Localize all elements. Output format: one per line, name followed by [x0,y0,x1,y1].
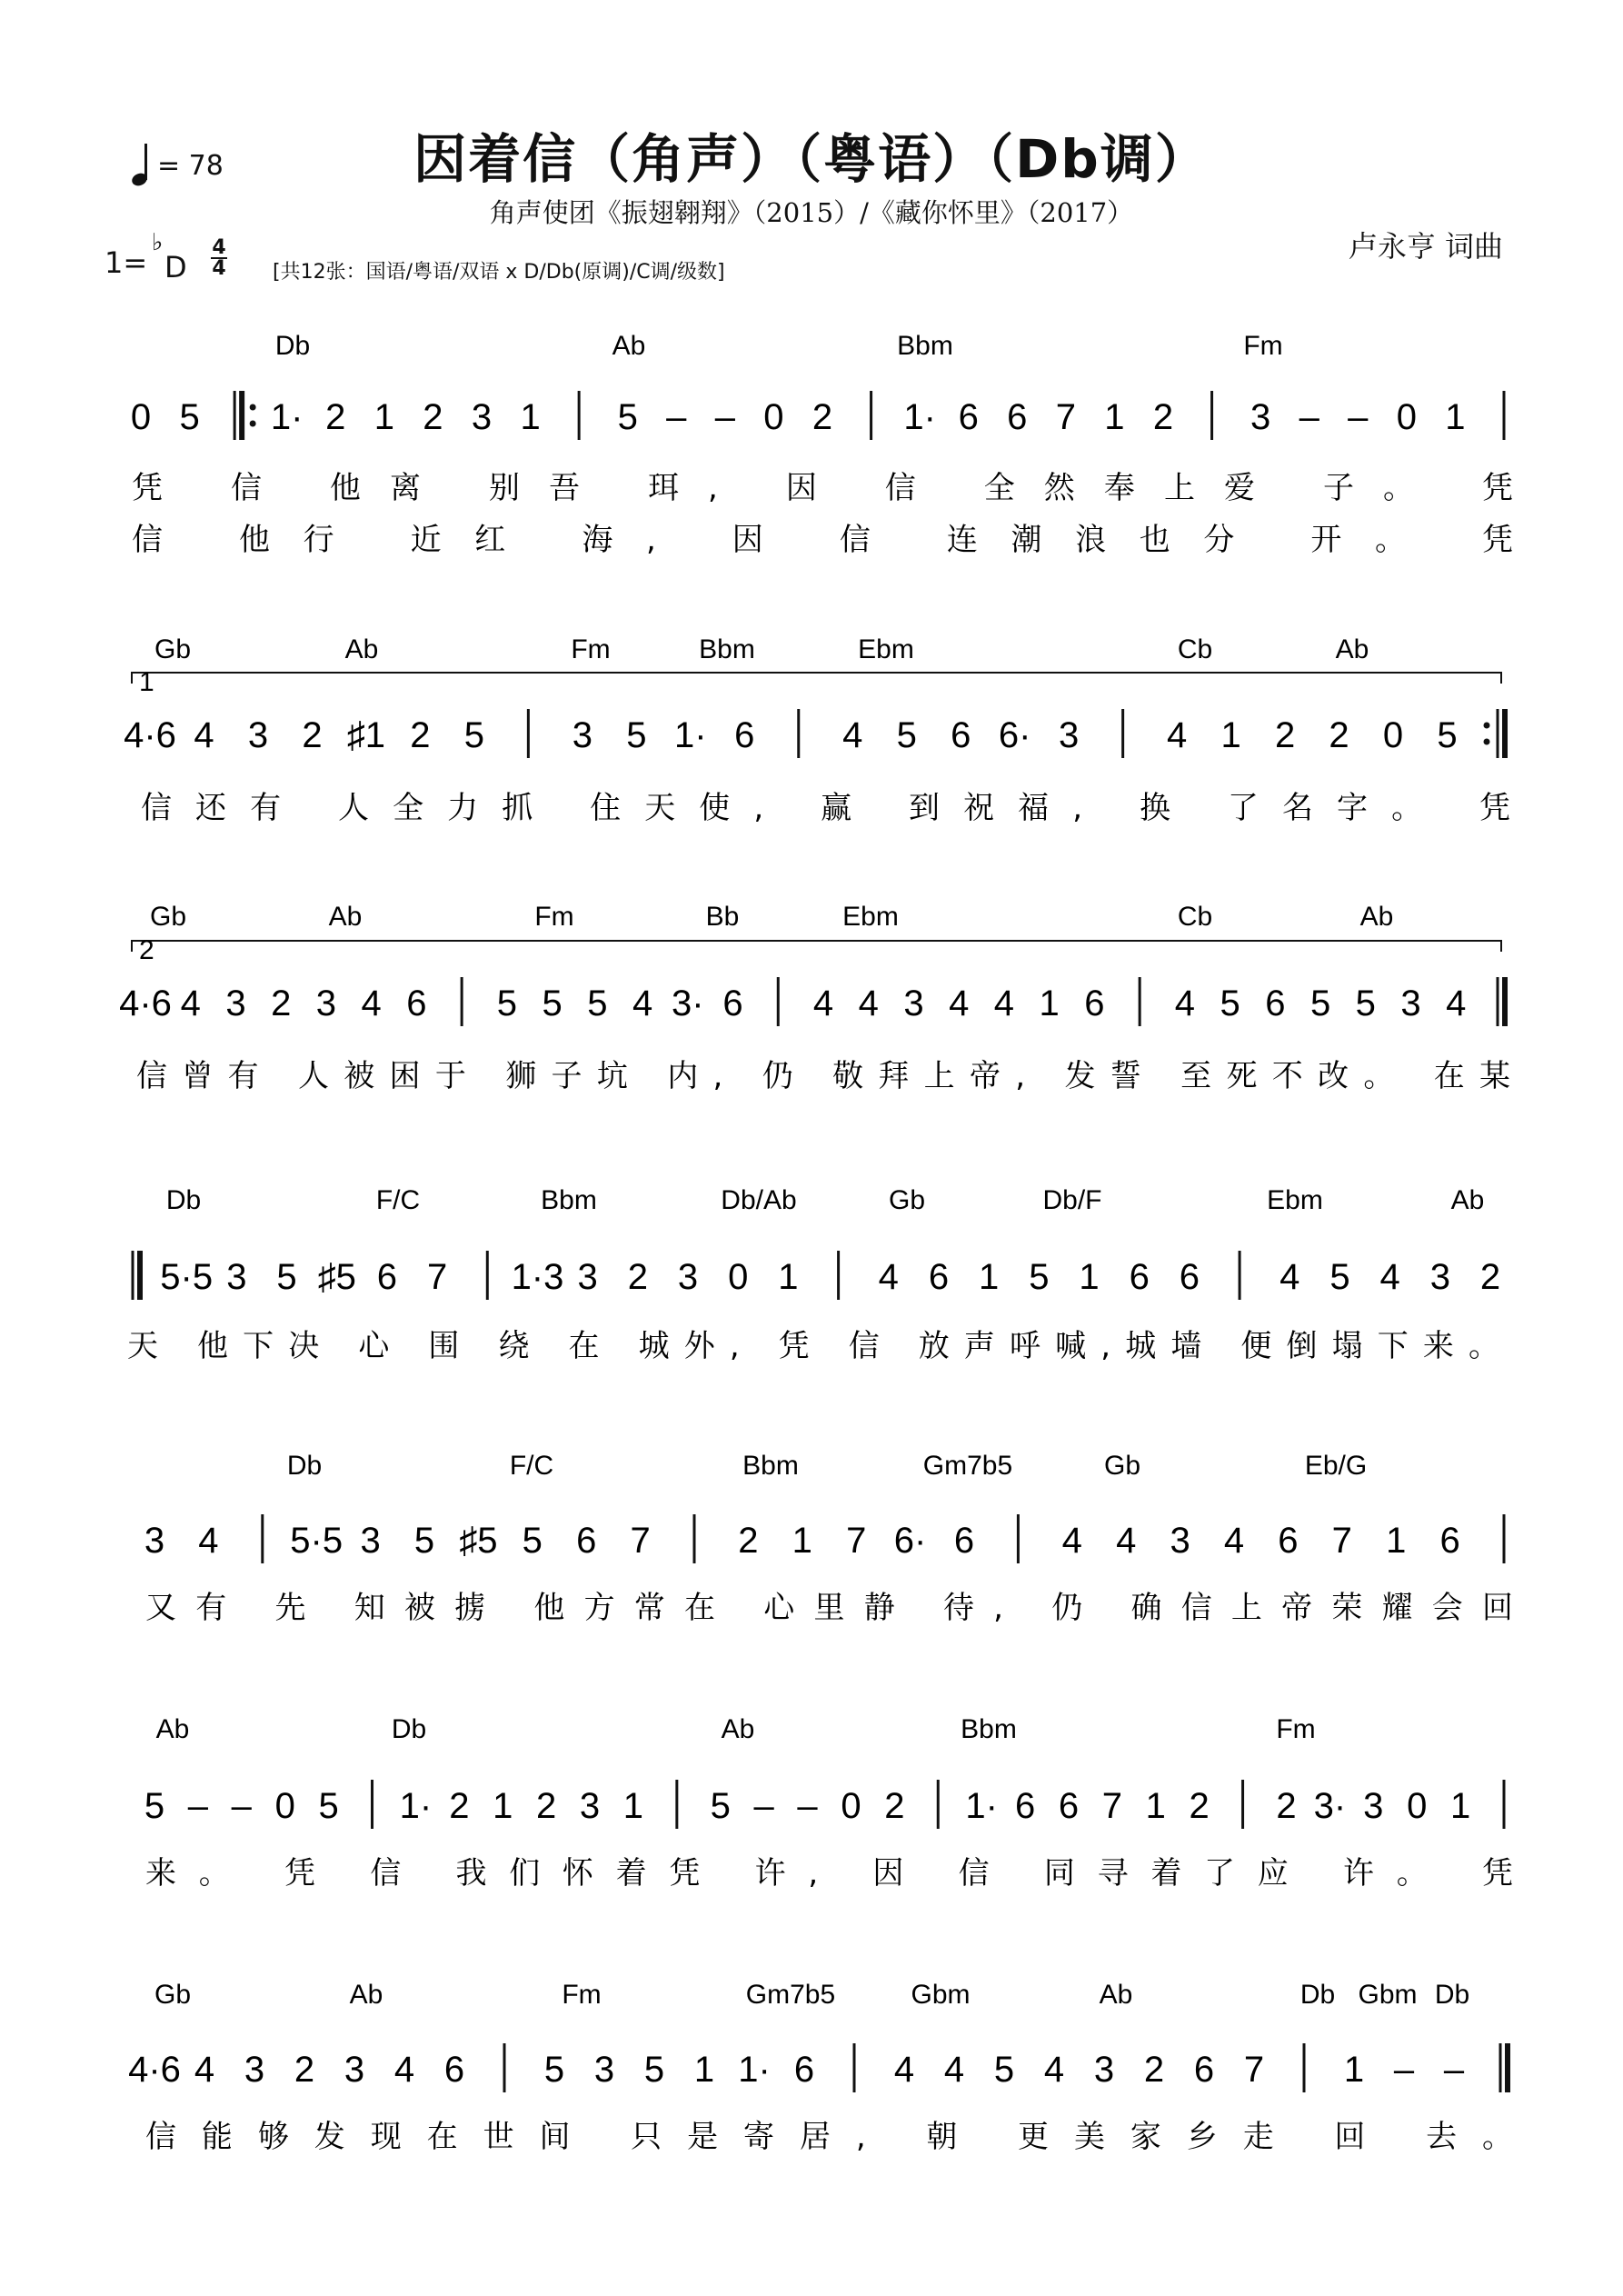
chord-symbol: Gbm [911,1980,971,2010]
note: 6 [1014,1786,1036,1826]
repeat-dot [1484,723,1490,729]
note: 3 [1093,2050,1115,2090]
note: 1· [965,1786,998,1826]
note: 3 [226,1257,247,1297]
time-signature-bottom: 4 [212,257,226,280]
chord-symbol: Ab [1099,1980,1133,2010]
lyric-line: 凭 信 他离 别吾 珥, 因 信 全然奉上爱 子。 凭 [132,470,1514,506]
subtitle: 角声使团《振翅翱翔》（2015）/《藏你怀里》（2017） [489,197,1134,228]
note: 5 [710,1786,731,1826]
note: 7 [1101,1786,1122,1826]
note: 0 [130,397,152,437]
note: 1 [1039,983,1060,1023]
note: 3 [344,2050,365,2090]
chord-symbol: Db [165,1185,202,1215]
note: 7 [1331,1521,1352,1561]
chord-symbol: Ebm [858,634,914,664]
chord-symbol: Bbm [742,1451,799,1481]
note: 4·6 [128,2050,181,2090]
note: – [753,1786,774,1826]
flat-icon: ♭ [152,229,164,256]
chord-symbol: Cb [1177,902,1213,932]
lyric-line: 信还有 人全力抓 住天使, 赢 到祝福, 换 了名字。 凭 [141,790,1510,826]
chord-symbol: Ab [721,1714,755,1744]
repeat-dot [250,421,256,427]
note: 7 [846,1521,867,1561]
note: – [797,1786,818,1826]
note: 6 [1193,2050,1215,2090]
edition-info: [共12张：国语/粤语/双语 x D/Db(原调)/C调/级数] [273,261,725,284]
note: 4·6 [124,715,176,755]
note: – [714,397,735,437]
note: ♯5 [317,1257,356,1297]
note: 5 [144,1786,165,1826]
note: 6 [1439,1521,1460,1561]
note: 2 [449,1786,470,1826]
note: 5 [542,983,563,1023]
note: 2 [294,2050,315,2090]
note: ♯5 [459,1521,498,1561]
chord-symbol: F/C [375,1185,421,1215]
note: 1· [903,397,936,437]
page-title: 因着信（角声）（粤语）（Db调） [413,128,1210,190]
note: 0 [1382,715,1404,755]
note: 4 [842,715,863,755]
time-signature-top: 4 [212,236,226,259]
note: 1 [792,1521,812,1561]
note: 4 [198,1521,219,1561]
note: 1 [373,397,394,437]
note: 1 [778,1257,799,1297]
note: 3 [903,983,924,1023]
note: 2 [423,397,443,437]
note: 4 [1061,1521,1082,1561]
note: 2 [302,715,323,755]
chord-symbol: Gb [154,1980,192,2010]
note: 2 [410,715,431,755]
note: 2 [627,1257,648,1297]
chord-symbol: Gb [154,634,192,664]
note: – [666,397,687,437]
note: 7 [630,1521,651,1561]
note: 4 [993,983,1015,1023]
note: 6 [1265,983,1286,1023]
chord-symbol: Db [1299,1980,1336,2010]
note: 5·5 [290,1521,344,1561]
note: 4 [632,983,653,1023]
note: 4 [943,2050,965,2090]
note: 4 [1446,983,1467,1023]
note: 5 [543,2050,565,2090]
note: 3 [1400,983,1421,1023]
chord-symbol: Fm [562,1980,602,2010]
chord-symbol: Gbm [1358,1980,1418,2010]
note: 1 [1220,715,1241,755]
note: 5 [643,2050,665,2090]
note: 3 [579,1786,601,1826]
note: 4 [812,983,834,1023]
note: 4 [1166,715,1188,755]
lyric-line: 信 他行 近红 海, 因 信 连潮浪也分 开。 凭 [132,522,1514,558]
note: 1· [270,397,304,437]
note: 3 [1250,397,1271,437]
volta-bracket [132,673,1501,684]
note: 4 [194,715,214,755]
note: 6 [722,983,743,1023]
note: 1 [1079,1257,1100,1297]
chord-symbol: Ab [1335,634,1369,664]
note: 7 [1243,2050,1265,2090]
note: 4 [1043,2050,1065,2090]
note: 4 [194,2050,215,2090]
note: 7 [1055,397,1076,437]
chord-symbol: Ab [328,902,363,932]
note: 4 [1174,983,1195,1023]
note: 3 [677,1257,699,1297]
note: 5 [1329,1257,1350,1297]
chord-symbol: Db/F [1042,1185,1102,1215]
note: 4 [1223,1521,1245,1561]
note: 0 [274,1786,295,1826]
chord-symbol: Ab [612,331,646,361]
note: 6 [376,1257,398,1297]
lyric-line: 来。 凭 信 我们怀着凭 许, 因 信 同寻着了应 许。 凭 [145,1855,1514,1892]
note: 2 [738,1521,759,1561]
note: 1 [1104,397,1125,437]
chord-symbol: Ab [1450,1185,1485,1215]
note: 2 [536,1786,557,1826]
note: 5 [1437,715,1458,755]
chord-symbol: Ab [155,1714,190,1744]
note: 0 [1396,397,1417,437]
note: 0 [841,1786,861,1826]
note: 2 [1329,715,1349,755]
note: 5 [1029,1257,1050,1297]
note: 6 [1007,397,1028,437]
key-note: D [164,250,187,285]
note: 5 [617,397,638,437]
note: 5 [179,397,200,437]
note: 4 [949,983,970,1023]
note: 2 [1152,397,1174,437]
chord-symbol: Ebm [842,902,899,932]
note: 1 [693,2050,715,2090]
chord-symbol: Db [274,331,311,361]
note: 1 [979,1257,1000,1297]
note: 4 [1116,1521,1137,1561]
repeat-dot [1484,739,1490,745]
note: 2 [1274,715,1296,755]
chord-symbol: F/C [509,1451,554,1481]
note: 5 [993,2050,1015,2090]
note: 5 [318,1786,339,1826]
chord-symbol: Ebm [1267,1185,1323,1215]
note: 2 [1479,1257,1501,1297]
volta-number: 1 [139,667,154,697]
chord-symbol: Bbm [541,1185,597,1215]
note: 4 [361,983,382,1023]
tempo-value: = 78 [157,150,224,182]
note: 5 [463,715,485,755]
note: 1 [1343,2050,1365,2090]
chord-symbol: Db [1434,1980,1470,2010]
note: 3 [360,1521,381,1561]
note: 2 [325,397,346,437]
note: – [1348,397,1369,437]
chord-symbol: Gm7b5 [745,1980,836,2010]
note: 3 [1170,1521,1190,1561]
chord-symbol: Ab [344,634,379,664]
note: – [1299,397,1319,437]
note: 6 [1129,1257,1150,1297]
note: 1·3 [511,1257,564,1297]
chord-symbol: Fm [534,902,574,932]
volta-number: 2 [139,935,154,965]
note: 2 [1189,1786,1210,1826]
chord-symbol: Bb [705,902,740,932]
note: 1 [622,1786,644,1826]
note: – [1393,2050,1415,2090]
lyric-line: 信曾有 人被困于 狮子坑 内, 仍 敬拜上帝, 发誓 至死不改。 在某 [136,1058,1510,1094]
note: 5 [496,983,517,1023]
chord-symbol: Fm [571,634,611,664]
note: 5·5 [160,1257,214,1297]
note: 5 [896,715,917,755]
lyric-line: 信能够发现在世间 只是寄居, 朝 更美家乡走 回 去。 [145,2119,1513,2155]
composer-credit: 卢永亨 词曲 [1348,229,1503,264]
note: 3 [1363,1786,1384,1826]
note: 3 [1429,1257,1450,1297]
note: 3 [577,1257,598,1297]
note: 6 [406,983,427,1023]
note: 1 [1145,1786,1166,1826]
lyric-line: 又有 先 知被掳 他方常在 心里静 待, 仍 确信上帝荣耀会回 [145,1590,1514,1626]
note: 5 [1355,983,1376,1023]
note: 5 [587,983,608,1023]
note: 1· [674,715,707,755]
note: 4 [1279,1257,1300,1297]
lyric-line: 天 他下决 心 围 绕 在 城外, 凭 信 放声呼喊,城墙 便倒塌下来。 [127,1328,1500,1364]
chord-symbol: Gb [149,902,187,932]
note: 0 [763,397,784,437]
note: 6 [576,1521,597,1561]
note: 6 [953,1521,975,1561]
note: 3 [315,983,337,1023]
note: 6· [893,1521,927,1561]
note: 3 [572,715,592,755]
chord-symbol: Db [391,1714,427,1744]
note: 5 [1220,983,1240,1023]
note: 4 [893,2050,915,2090]
note: – [1443,2050,1465,2090]
note: 6 [1084,983,1105,1023]
note: 1· [738,2050,771,2090]
chord-symbol: Db [286,1451,323,1481]
chord-symbol: Fm [1243,331,1283,361]
note: 4 [393,2050,415,2090]
note: 6 [928,1257,950,1297]
note: 1 [1386,1521,1407,1561]
note: 1 [1445,397,1466,437]
note: 6 [734,715,755,755]
note: 6· [998,715,1031,755]
note: 0 [728,1257,749,1297]
chord-symbol: Gb [888,1185,926,1215]
note: 1 [493,1786,513,1826]
note: 7 [426,1257,448,1297]
chord-symbol: Eb/G [1304,1451,1368,1481]
note: 6 [1278,1521,1299,1561]
note: 5 [413,1521,435,1561]
chord-symbol: Fm [1276,1714,1316,1744]
note: 2 [1143,2050,1165,2090]
note: 4 [858,983,879,1023]
note: 3 [471,397,493,437]
chord-symbol: Ab [1359,902,1394,932]
note: 0 [1407,1786,1428,1826]
key-prefix: 1= [105,245,148,280]
note: 4·6 [119,983,172,1023]
note: 1 [1449,1786,1471,1826]
note: 2 [812,397,833,437]
chord-symbol: Cb [1177,634,1213,664]
note: 1· [399,1786,433,1826]
volta-bracket [132,941,1501,952]
repeat-dot [250,404,256,411]
note: 5 [522,1521,543,1561]
note: 3 [247,715,269,755]
note: 1 [520,397,541,437]
chord-symbol: Ab [349,1980,383,2010]
chord-symbol: Gb [1103,1451,1141,1481]
note: – [231,1786,252,1826]
note: 6 [443,2050,465,2090]
note: 4 [878,1257,899,1297]
note: 2 [884,1786,905,1826]
note: ♯1 [346,715,386,755]
chord-symbol: Db/Ab [721,1185,797,1215]
note: 5 [276,1257,297,1297]
chord-symbol: Bbm [897,331,953,361]
note: 5 [626,715,647,755]
note: 6 [958,397,979,437]
note: 2 [271,983,292,1023]
note: 5 [1309,983,1331,1023]
note: 6 [1058,1786,1080,1826]
chord-symbol: Bbm [699,634,755,664]
note: 3 [225,983,246,1023]
note: 4 [1379,1257,1400,1297]
note: 2 [1276,1786,1297,1826]
note: 3 [144,1521,165,1561]
note: 6 [1179,1257,1200,1297]
note: 3· [672,983,704,1023]
note: 3 [593,2050,615,2090]
note: 3 [1059,715,1080,755]
note: 6 [951,715,971,755]
note: 3 [244,2050,265,2090]
chord-symbol: Gm7b5 [922,1451,1013,1481]
note: – [187,1786,209,1826]
note: 6 [793,2050,815,2090]
note: 3· [1313,1786,1347,1826]
chord-symbol: Bbm [961,1714,1017,1744]
note: 4 [180,983,201,1023]
